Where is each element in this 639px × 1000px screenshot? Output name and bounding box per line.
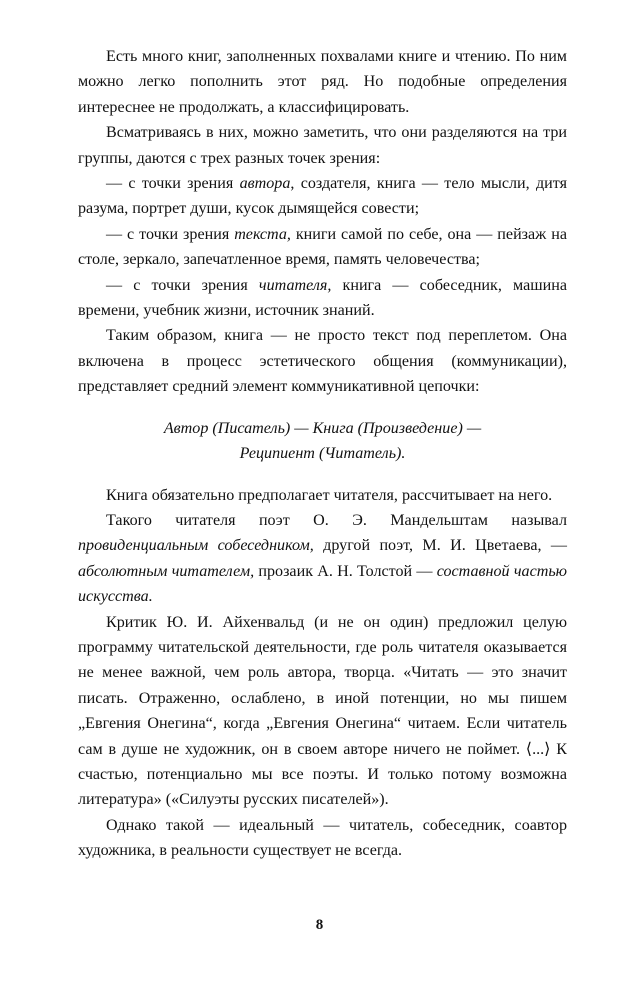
chain-line: Автор (Писатель) — Книга (Произведение) —	[163, 419, 482, 437]
page-body	[78, 44, 567, 864]
paragraph: Всматриваясь в них, можно заметить, что они разделяются на три группы, даются с трех разных точек зрения:	[78, 124, 567, 167]
paragraph: Таким образом, книга — не просто текст под переплетом. Она включена в процесс эстетического общения (коммуникации), представляет средний элемент коммуникативной цепочки:	[78, 327, 567, 396]
paragraph: Книга обязательно предполагает читателя, рассчитывает на него.	[106, 486, 553, 504]
paragraph: — с точки зрения читателя, книга — собеседник, машина времени, учебник жизни, источник знаний.	[78, 276, 567, 320]
paragraph: — с точки зрения текста, книги самой по себе, она — пейзаж на столе, зеркало, запечатленное время, память человечества;	[78, 225, 568, 269]
paragraph: Есть много книг, заполненных похвалами книге и чтению. По ним можно легко пополнить этот ряд. Но подобные определения интереснее не продолжать, а классифицировать.	[78, 48, 567, 116]
page-number: 8	[315, 917, 324, 933]
paragraph: Критик Ю. И. Айхенвальд (и не он один) предложил целую программу читательской деятельности, где роль читателя оказывается не менее важной, чем роль автора, творца. «Читать — это значит писать. Отраженно, ослаблено, в иной потенции, но мы пишем „Евгения Онегина“, когда „Евгения Онегина“ читаем. Если читатель сам в душе не художник, он в своем авторе ничего не поймет. ⟨...⟩ К счастью, потенциально мы все поэты. И только потому возможна литература» («Силуэты русских писателей»).	[78, 613, 567, 809]
communication-chain	[78, 416, 567, 467]
paragraph: — с точки зрения автора, создателя, книга — тело мысли, дитя разума, портрет души, кусок дымящейся совести;	[78, 175, 567, 218]
paragraph: Однако такой — идеальный — читатель, собеседник, соавтор художника, в реальности существует не всегда.	[78, 816, 567, 860]
paragraph: Такого читателя поэт О. Э. Мандельштам называл провиденциальным собеседником, другой поэт, М. И. Цветаева, — абсолютным читателем, прозаик А. Н. Толстой — составной частью искусства.	[78, 511, 568, 606]
chain-line: Реципиент (Читатель).	[239, 445, 406, 463]
